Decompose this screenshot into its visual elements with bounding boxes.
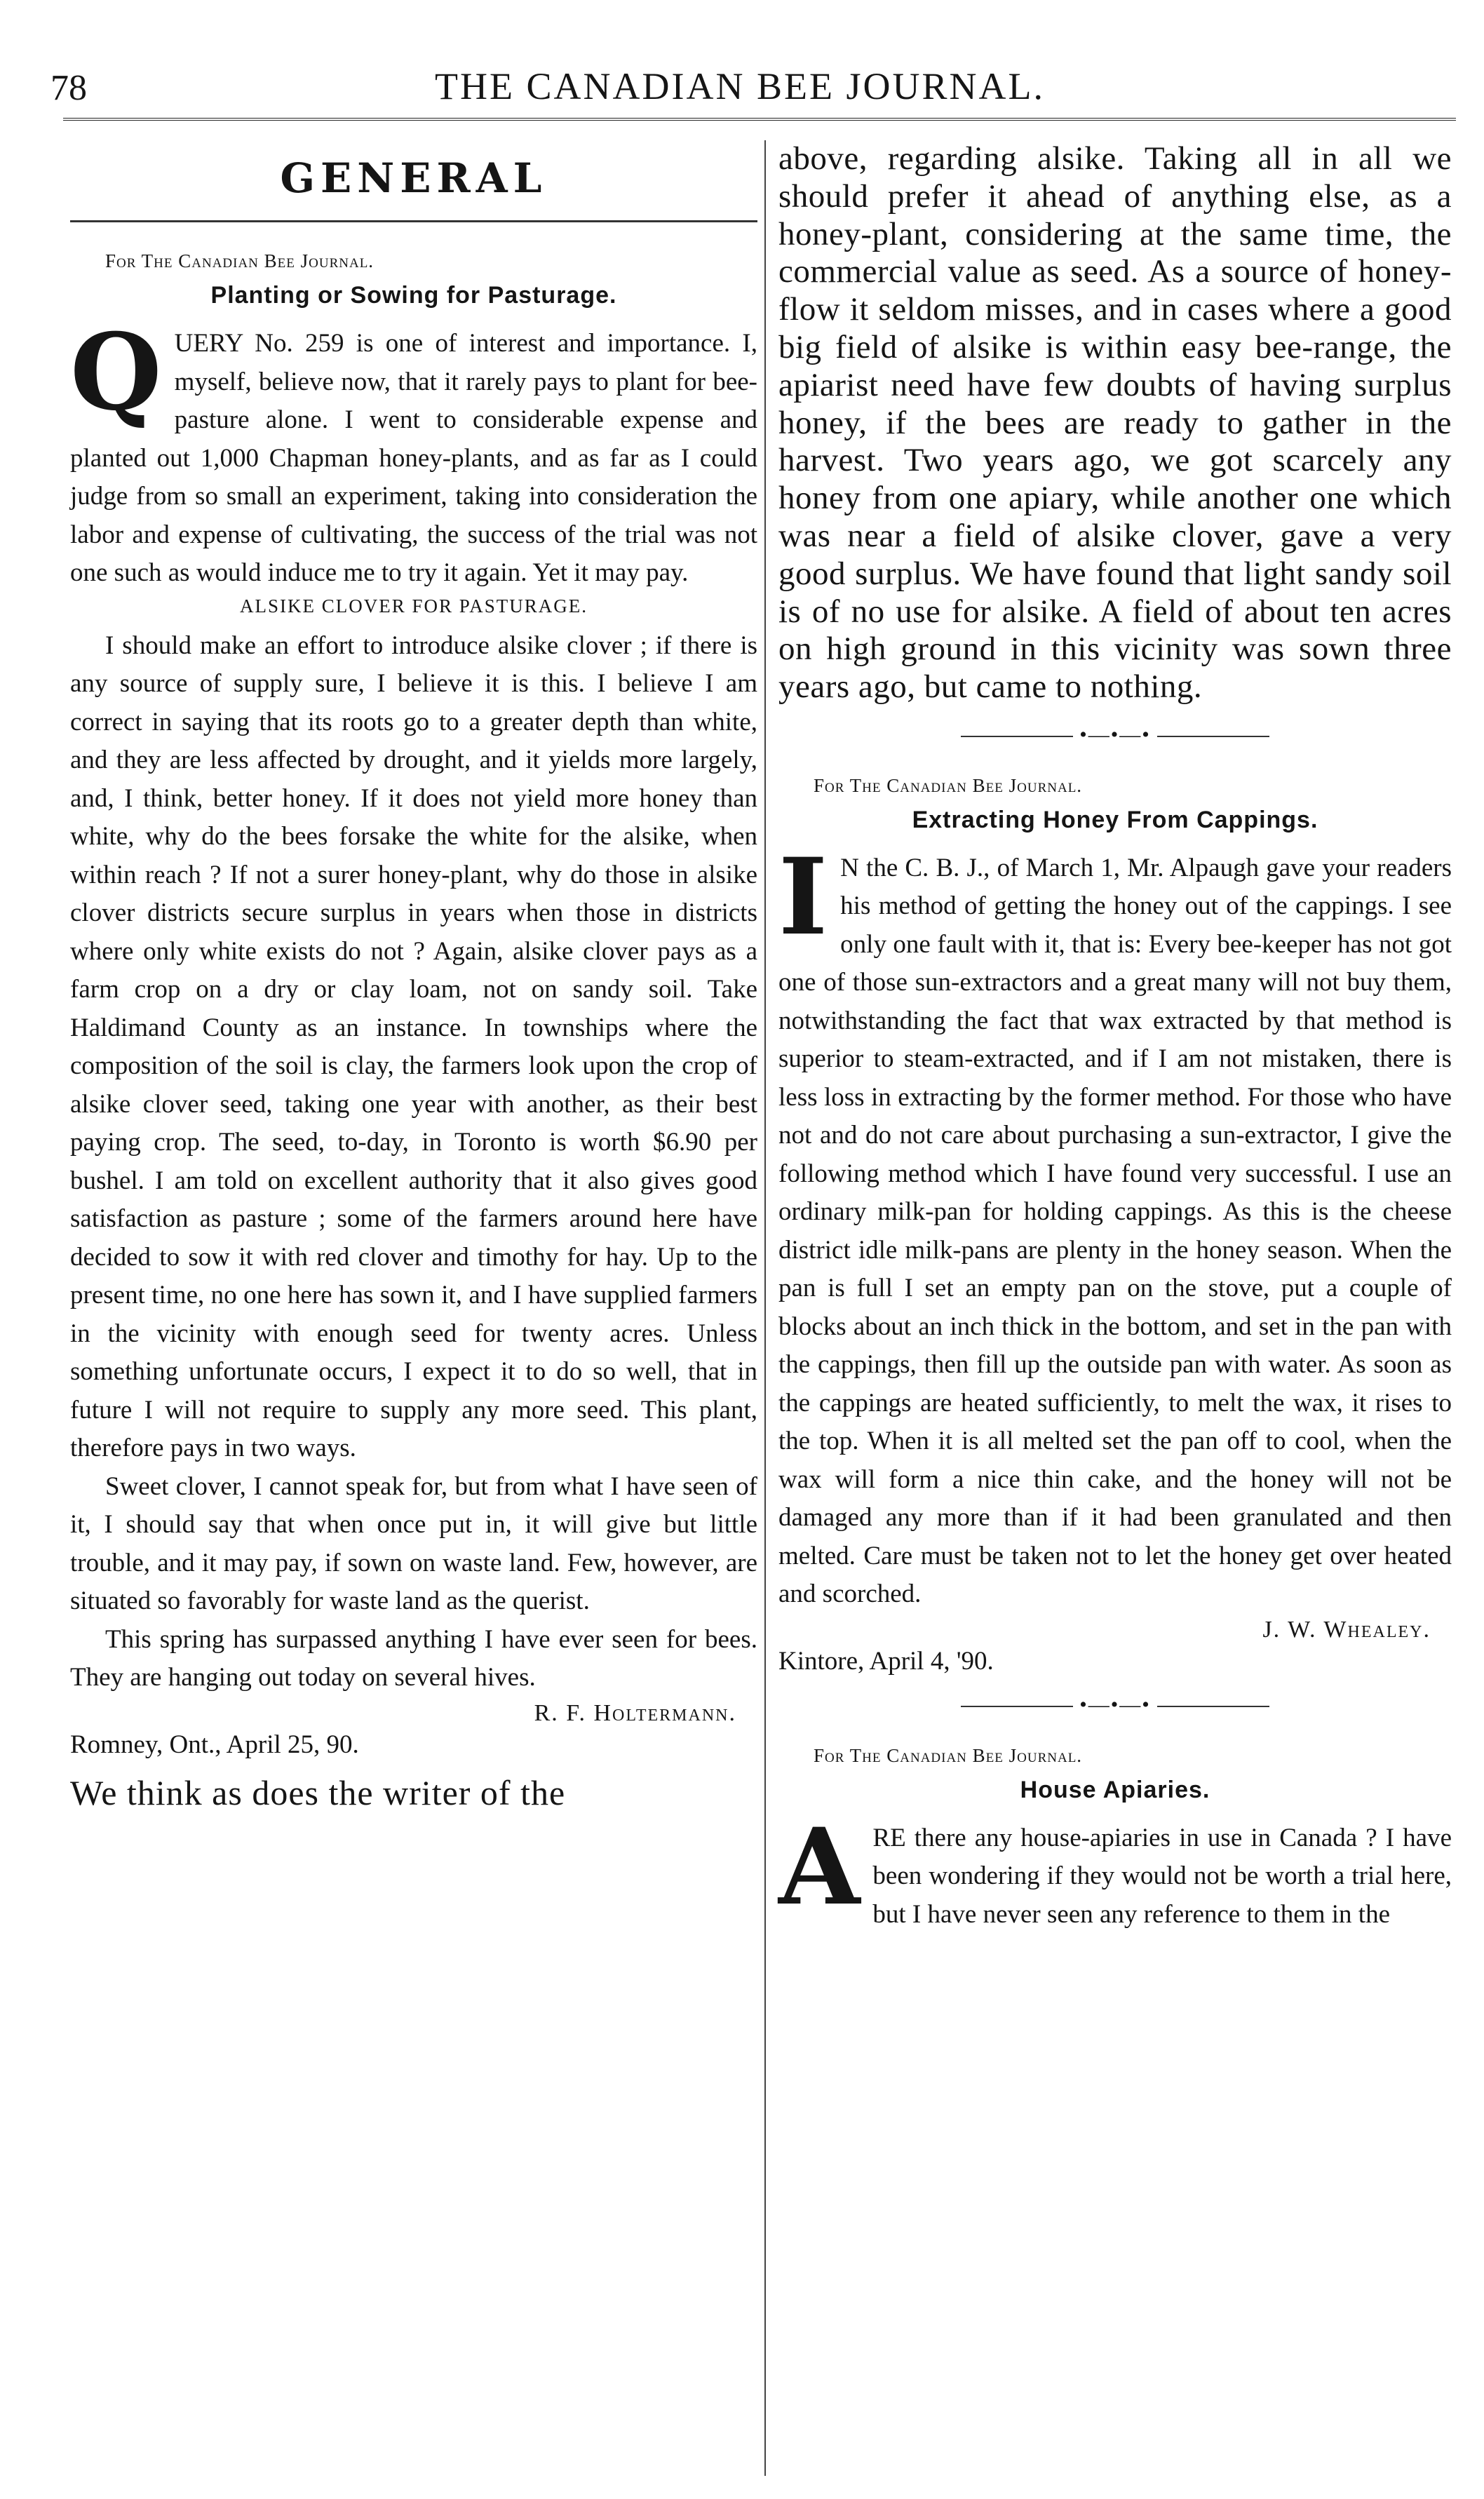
author-signature: J. W. Whealey. <box>1262 1616 1431 1643</box>
article-title: Extracting Honey From Cappings. <box>912 806 1318 833</box>
editor-note-start: We think as does the writer of the <box>70 1772 566 1812</box>
drop-cap: A <box>778 1805 861 1929</box>
article-paragraph: This spring has surpassed anything I have ever seen for bees. They are hanging out today on several hives. <box>70 1624 757 1692</box>
ornament-glyph: •—•—• <box>1079 722 1151 746</box>
section-title: GENERAL <box>280 154 548 202</box>
article-paragraph: I N the C. B. J., of March 1, Mr. Alpaugh gave your readers his method of getting the honey out of the cappings. I see only one fault with it, that is: Every bee-keeper has not got one of those sun-extractors and a great many will not buy them, notwithstanding the fact that wax extracted by that method is superior to steam-extracted, and if I am not mistaken, there is less loss in extracting by the former method. For those who have not and do not care about purchasing a sun-extractor, I give the following method which I have found very successful. I use an ordinary milk-pan for holding cappings. As this is the cheese district idle milk-pans are plenty in the honey season. When the pan is full I set an empty pan on the stove, put a couple of blocks about an inch thick in the bottom, and set in the pan with the cappings, then fill up the outside pan with water. As soon as the cappings are heated sufficiently, to melt the wax, it rises to the top. When it is all melted set the pan off to cool, when the wax will form a nice thin cake, and the honey will not be damaged any more than if it had been granulated and then melted. Care must be taken not to let the honey get over heated and scorched. <box>778 835 1452 1609</box>
article-paragraph: ARE there any house-apiaries in use in Canada ? I have been wondering if they would not be worth a trial here, but I have never seen any reference to them in the <box>778 1805 1452 1929</box>
article-source: For The Canadian Bee Journal. <box>814 774 1083 796</box>
article-paragraph: I should make an effort to introduce alsike clover ; if there is any source of supply sure, I believe it is this. I believe I am correct in saying that its roots go to a greater depth than white, and they are less affected by drought, and it yields more largely, and, I think, better honey. If it does not yield more honey than white, why do the bees forsake the white for the alsike, when within reach ? If not a surer honey-plant, why do those in alsike clover districts secure surplus in years when those in districts where only white exists do not ? Again, alsike clover pays as a farm crop on a dry or clay loam, not on sandy soil. Take Haldimand County as an instance. In townships where the composition of the soil is clay, the farmers look upon the crop of alsike clover seed, taking one year with another, as their best paying crop. The seed, to-day, in Toronto is worth $6.90 per bushel. I am told on excellent authority that it also gives good satisfaction as pasture ; some of the farmers around here have decided to sow it with red clover and timothy for hay. Up to the present time, no one here has sown it, and I have supplied farmers in the vicinity with enough seed for twenty acres. Unless something unfortunate occurs, I expect it to do so well, that in future I will not require to supply any more seed. This plant, therefore pays in two ways. <box>70 631 757 1462</box>
author-signature: R. F. Holtermann. <box>534 1699 736 1726</box>
article-title: Planting or Sowing for Pasturage. <box>210 282 617 309</box>
section-rule <box>70 220 757 222</box>
drop-cap: Q <box>70 311 162 434</box>
divider-ornament <box>778 723 1452 747</box>
ornament-glyph: •—•—• <box>1079 1692 1151 1716</box>
right-column <box>778 140 1452 1934</box>
article-source: For The Canadian Bee Journal. <box>105 250 375 271</box>
column-divider <box>764 140 766 2476</box>
article-title: House Apiaries. <box>1020 1776 1210 1803</box>
page-number: 78 <box>50 68 87 108</box>
drop-cap: I <box>778 835 828 959</box>
editor-note-continued: above, regarding alsike. Taking all in all we should prefer it ahead of anything else, as a honey-plant, considering at the same time, the commercial value as seed. As a source of honey-flow it seldom misses, and in cases where a good big field of alsike is within easy bee-range, the apiarist need have few doubts of having surplus honey, if the bees are ready to gather in the harvest. Two years ago, we got scarcely any honey from one apiary, while another one which was near a field of alsike clover, gave a very good surplus. We have found that light sandy soil is of no use for alsike. A field of about ten acres on high ground in this vicinity was sown three years ago, but came to nothing. <box>778 140 1452 706</box>
article-paragraph: Sweet clover, I cannot speak for, but from what I have seen of it, I should say that when once put in, it will give but little trouble, and it may pay, if sown on waste land. Few, however, are situated so favorably for waste land as the querist. <box>70 1471 757 1615</box>
header-rule <box>63 118 1456 125</box>
running-title: THE CANADIAN BEE JOURNAL. <box>435 65 1045 107</box>
article-source: For The Canadian Bee Journal. <box>814 1744 1083 1766</box>
divider-ornament <box>778 1693 1452 1717</box>
dateline: Romney, Ont., April 25, 90. <box>70 1730 359 1759</box>
subheading: ALSIKE CLOVER FOR PASTURAGE. <box>239 595 588 617</box>
left-column <box>70 140 757 1813</box>
article-paragraph: QUERY No. 259 is one of interest and importance. I, myself, believe now, that it rarely pays to plant for bee-pasture alone. I went to considerable expense and planted out 1,000 Chapman honey-plants, and as far as I could judge from so small an experiment, taking into consideration the labor and expense of cultivating, the success of the trial was not one such as would induce me to try it again. Yet it may pay. <box>70 311 757 587</box>
dateline: Kintore, April 4, '90. <box>778 1646 994 1676</box>
